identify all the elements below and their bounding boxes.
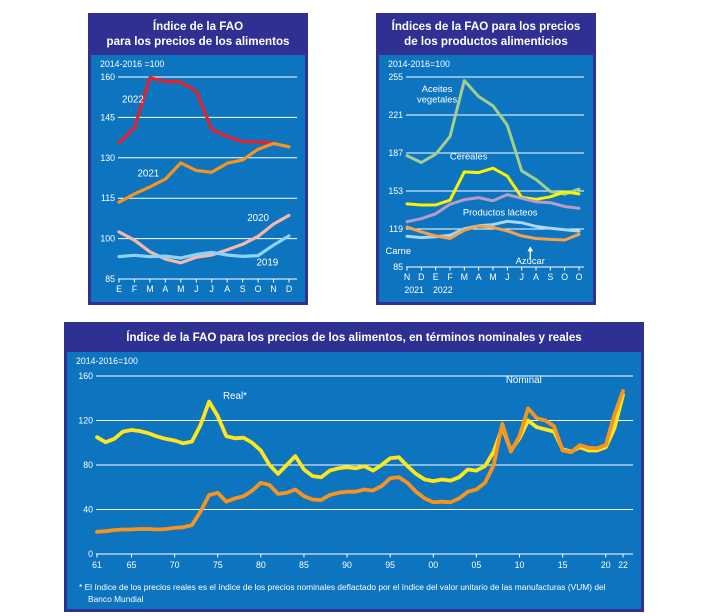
x-axis-label: O: [254, 283, 262, 294]
y-axis-label: 221: [388, 109, 403, 120]
chart-title-line-1: Índices de la FAO para los precios: [391, 20, 581, 33]
x-axis-label: 00: [428, 559, 439, 570]
x-axis-label: 90: [342, 559, 352, 570]
x-axis-label: A: [533, 271, 539, 282]
y-axis-label: 160: [78, 370, 93, 381]
x-axis-label: 65: [126, 559, 137, 570]
x-axis-label: N: [403, 271, 411, 282]
index-base-note: 2014-2016=100: [76, 355, 138, 366]
y-axis-label: 80: [83, 459, 93, 470]
x-axis-label: 22: [618, 559, 628, 570]
y-axis-label: 100: [100, 233, 115, 244]
y-axis-label: 85: [105, 273, 115, 284]
x-axis-label: M: [146, 283, 154, 294]
x-axis-label: 05: [471, 559, 482, 570]
chart-body: [67, 352, 641, 609]
series-label-aceites-vegetales: Aceites vegetales: [417, 82, 458, 105]
x-axis-label: J: [505, 271, 510, 282]
x-axis-label: A: [224, 283, 231, 294]
x-axis-label: F: [447, 271, 453, 282]
chart-body: [379, 55, 593, 302]
x-axis-label: O: [561, 271, 569, 282]
y-axis-label: 160: [100, 71, 115, 82]
chart-title: [379, 16, 593, 55]
x-axis-label: 61: [92, 559, 102, 570]
x-axis-label: M: [460, 271, 468, 282]
series-line-nominal: [97, 391, 623, 532]
series-label-azucar: Azúcar: [515, 254, 545, 266]
monthly-food-price-index-panel: [88, 13, 308, 305]
y-axis-label: 40: [83, 504, 93, 515]
index-base-note: 2014-2016 =100: [100, 58, 165, 69]
series-label-nominal: Nominal: [505, 375, 542, 387]
series-label-productos-lacteos: Productos lácteos: [462, 206, 538, 218]
y-axis-label: 0: [88, 548, 93, 559]
series-label-cereales: Cereales: [449, 150, 488, 162]
x-axis-label: 85: [299, 559, 309, 570]
series-label-2020: 2020: [247, 212, 269, 224]
chart-title-line-1: Índice de la FAO para los precios de los alimentos, en términos nominales y reales: [126, 331, 582, 344]
x-axis-label: A: [162, 283, 169, 294]
x-axis-label: 95: [385, 559, 396, 570]
commodity-price-indices-panel: [376, 13, 596, 305]
y-axis-label: 119: [388, 223, 403, 234]
y-axis-label: 115: [100, 192, 115, 203]
x-axis-label: 75: [212, 559, 223, 570]
series-label-2022: 2022: [122, 94, 144, 106]
x-axis-label: 20: [600, 559, 611, 570]
y-axis-label: 187: [388, 147, 403, 158]
y-axis-label: 255: [388, 71, 403, 82]
y-axis-label: 85: [393, 261, 403, 272]
x-axis-label: N: [270, 283, 277, 294]
x-axis-label: O: [575, 271, 583, 282]
x-axis-label: S: [239, 283, 246, 294]
series-line-real: [97, 395, 623, 481]
monthly-food-price-index-plot: [91, 71, 305, 302]
x-axis-label: J: [519, 271, 524, 282]
commodity-price-indices-plot: [379, 71, 593, 302]
x-axis-label: 10: [514, 559, 525, 570]
series-label-carne: Carne: [385, 244, 412, 256]
x-axis-label: E: [432, 271, 439, 282]
series-label-2019: 2019: [256, 257, 279, 269]
chart-title-line-1: Índice de la FAO: [152, 20, 244, 33]
series-line-2022: [119, 77, 274, 143]
x-axis-label: F: [131, 283, 138, 294]
nominal-real-price-index-plot: [67, 368, 641, 580]
nominal-real-price-index-panel: [64, 322, 644, 612]
y-axis-label: 130: [100, 152, 115, 163]
x-axis-label: M: [177, 283, 185, 294]
x-axis-label: 70: [169, 559, 180, 570]
x-axis-label: D: [418, 271, 425, 282]
y-axis-label: 153: [388, 185, 403, 196]
x-axis-label: A: [475, 271, 482, 282]
x-axis-label: 80: [255, 559, 266, 570]
y-axis-label: 145: [100, 112, 115, 123]
chart-body: [91, 55, 305, 302]
x-axis-year-label: 2021: [404, 284, 424, 295]
index-base-note: 2014-2016=100: [388, 58, 450, 69]
chart-title: [91, 16, 305, 55]
series-label-real: Real*: [222, 390, 247, 402]
x-axis-label: E: [116, 283, 122, 294]
real-index-footnote: * El índice de los precios reales es el índice de los precios nominales deflactado por el índice del valor unitario de las manufacturas (VUM) del Banco Mundial: [79, 581, 606, 604]
chart-title: [67, 325, 641, 352]
x-axis-label: M: [489, 271, 497, 282]
y-axis-label: 120: [78, 415, 93, 426]
x-axis-label: S: [547, 271, 554, 282]
x-axis-label: D: [285, 283, 293, 294]
x-axis-label: 15: [557, 559, 568, 570]
annotation-arrow-head: [527, 246, 533, 251]
x-axis-label: J: [209, 283, 214, 294]
series-label-2021: 2021: [137, 168, 160, 180]
chart-title-line-2: para los precios de los alimentos: [106, 34, 290, 48]
chart-title-line-2: de los productos alimenticios: [404, 34, 568, 48]
x-axis-year-label: 2022: [433, 284, 453, 295]
x-axis-label: J: [194, 283, 199, 294]
